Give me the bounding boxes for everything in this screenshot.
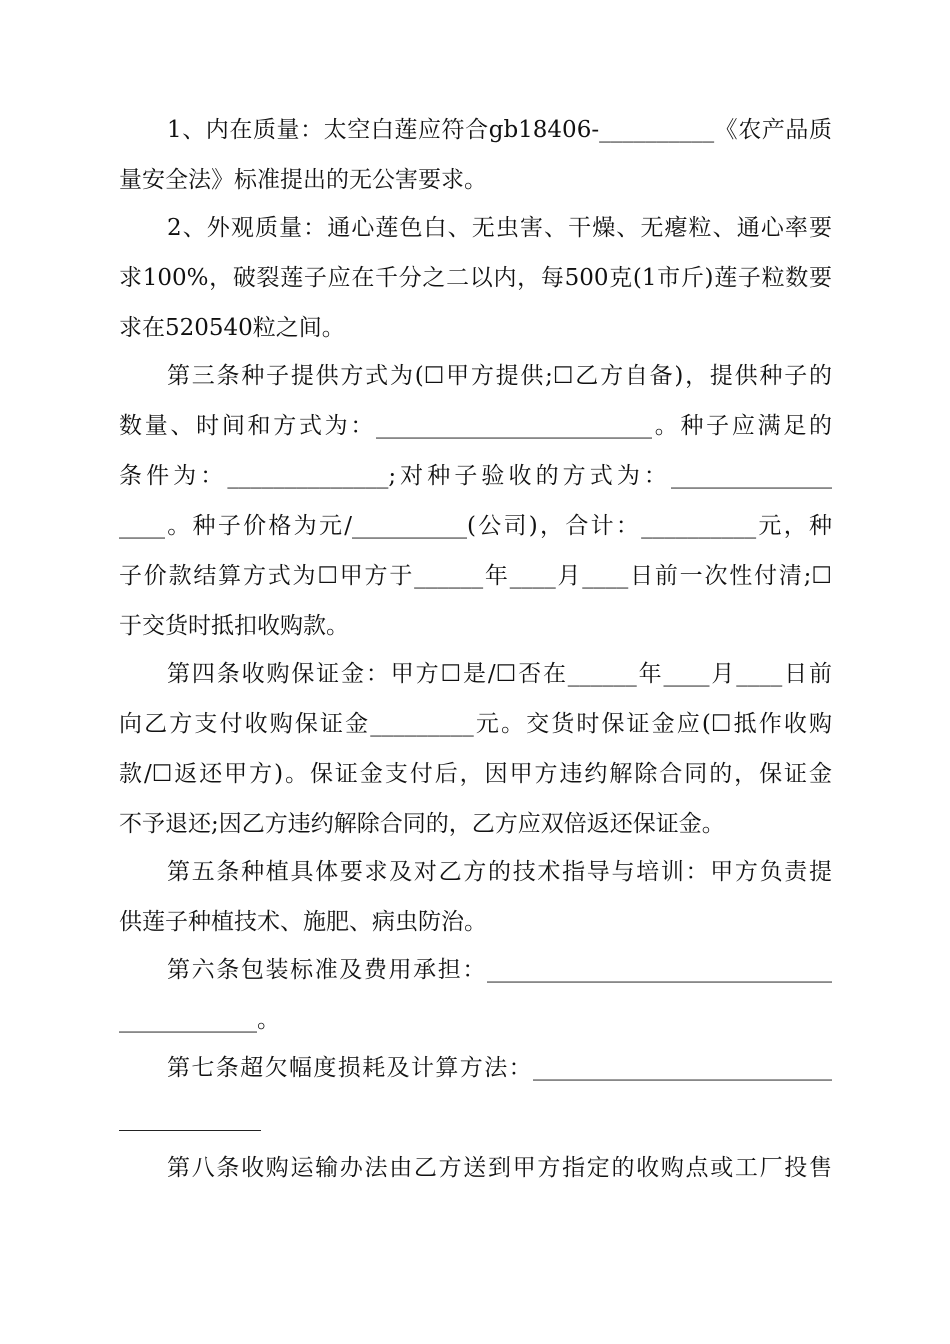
- paragraph-line: 量安全法》标准提出的无公害要求。: [119, 167, 487, 193]
- paragraph-line: 子价款结算方式为☐甲方于______年____月____日前一次性付清;☐: [119, 563, 832, 589]
- paragraph-line: 向乙方支付收购保证金_________元。交货时保证金应(☐抵作收购: [119, 711, 832, 737]
- paragraph-line: 第八条收购运输办法由乙方送到甲方指定的收购点或工厂投售: [167, 1155, 832, 1181]
- paragraph-line: 求100%，破裂莲子应在千分之二以内，每500克(1市斤)莲子粒数要: [119, 265, 832, 291]
- paragraph-line: 2、外观质量：通心莲色白、无虫害、干燥、无瘪粒、通心率要: [167, 215, 832, 241]
- fill-in-blank-rule: [119, 1130, 261, 1131]
- paragraph-line: ____________。: [119, 1007, 280, 1033]
- paragraph-line: 第六条包装标准及费用承担：______________________________: [167, 957, 832, 983]
- paragraph-line: 于交货时抵扣收购款。: [119, 613, 349, 639]
- paragraph-line: 数量、时间和方式为：________________________。种子应满足的: [119, 413, 832, 439]
- paragraph-line: 1、内在质量：太空白莲应符合gb18406-__________《农产品质: [167, 117, 832, 143]
- paragraph-line: 款/☐返还甲方)。保证金支付后，因甲方违约解除合同的，保证金: [119, 761, 832, 787]
- paragraph-line: 第四条收购保证金：甲方☐是/☐否在______年____月____日前: [167, 661, 832, 687]
- paragraph-line: 不予退还;因乙方违约解除合同的，乙方应双倍返还保证金。: [119, 811, 725, 837]
- paragraph-line: 第三条种子提供方式为(☐甲方提供;☐乙方自备)，提供种子的: [167, 363, 832, 389]
- paragraph-line: ____。种子价格为元/__________(公司)，合计：__________元，种: [119, 513, 832, 539]
- paragraph-line: 求在520540粒之间。: [119, 315, 345, 341]
- paragraph-line: 第五条种植具体要求及对乙方的技术指导与培训：甲方负责提: [167, 859, 832, 885]
- paragraph-line: 第七条超欠幅度损耗及计算方法：__________________________: [167, 1055, 832, 1081]
- paragraph-line: 条件为：______________;对种子验收的方式为：______________: [119, 463, 832, 489]
- paragraph-line: 供莲子种植技术、施肥、病虫防治。: [119, 909, 487, 935]
